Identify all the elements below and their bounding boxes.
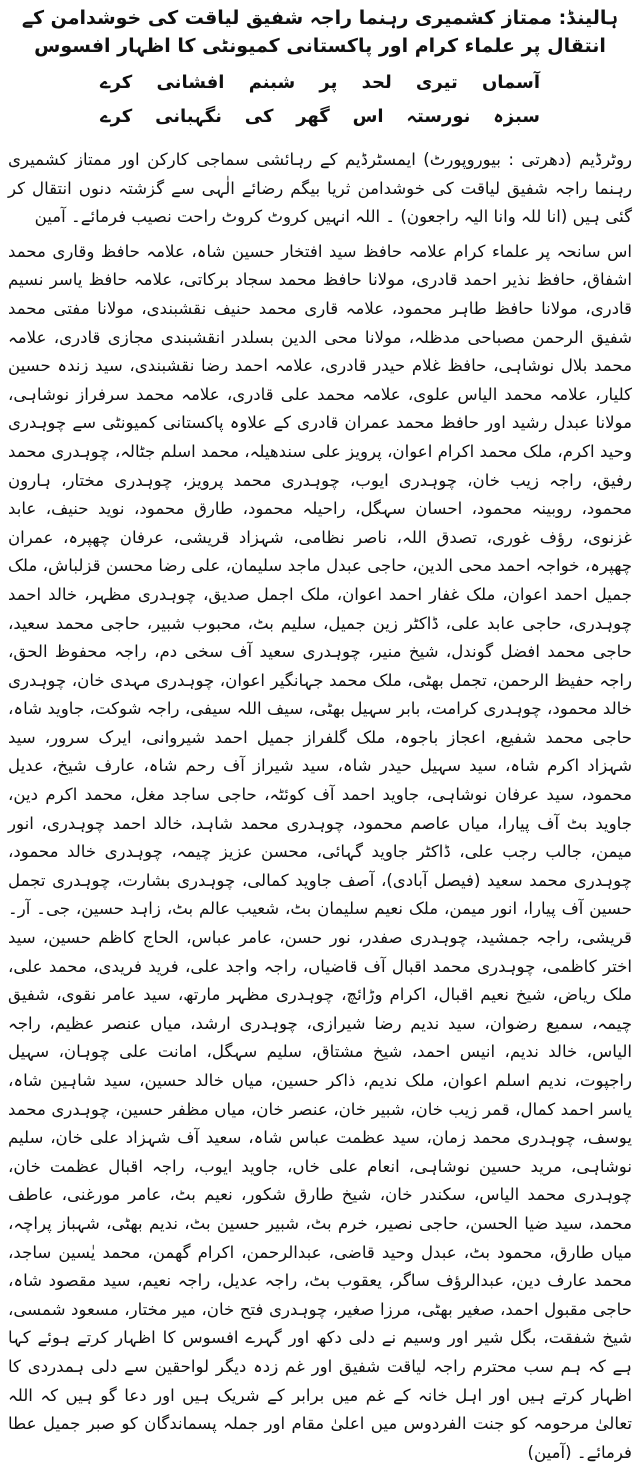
couplet xyxy=(8,66,632,134)
verse-word: کرے xyxy=(100,106,133,127)
verse-word: پر xyxy=(319,72,338,93)
verse-word: لحد xyxy=(361,72,392,93)
verse-word: آسماں xyxy=(481,72,540,93)
headline: ہالینڈ: ممتاز کشمیری رہنما راجہ شفیق لیاقت کی خوشدامن کے انتقال پر علماء کرام اور پاکستانی کمیونٹی کا اظہار افسوس xyxy=(21,7,619,57)
verse-word: سبزہ xyxy=(493,106,540,127)
verse-word: گھر xyxy=(296,106,330,127)
condolence-paragraph: اس سانحہ پر علماء کرام علامہ حافظ سید افتخار حسین شاہ، علامہ حافظ وقاری محمد اشفاق، حافظ نذیر احمد قادری، مولانا حافظ محمد سجاد برکاتی، علامہ حافظ یاسر نسیم قادری، مولانا حافظ طاہر محمود، علامہ قاری محمد حنیف نقشبندی، مولانا مفتی محمد شفیق الرحمن مصباحی مدظلہ، مولانا محی الدین بسلدر انقشبندی مجازی قادری، علامہ محمد بلال نوشاہی، حافظ غلام حیدر قادری، علامہ احمد رضا نقشبندی، سید زندہ حسین کلیار، علامہ محمد الیاس علوی، علامہ محمد علی قادری، علامہ محمد سرفراز نوشاہی، مولانا عبدل رشید اور حافظ محمد عمران قادری کے علاوہ پاکستانی کمیونٹی سے چوہدری وحید اکرم، ملک محمد اکرام اعوان، پرویز علی سندھیلہ، محمد اسلم جٹالہ، چوہدری محمد رفیق، راجہ زیب خان، چوہدری ایوب، چوہدری محمد پرویز، چوہدری مختار، ہارون محمود، روبینہ محمود، احسان سہگل، راحیلہ محمود، طارق محمود، نوید حنیف، عابد غزنوی، رؤف غوری، تصدق اللہ، ناصر نظامی، شہزاد قریشی، عرفان چھپرہ، عمران چھپرہ، خواجہ احمد محی الدین، حاجی عبدل ماجد سلیمان، علی رضا محسن قزلباش، ملک جمیل احمد اعوان، ملک غفار احمد اعوان، ملک اجمل صدیق، چوہدری مظہر، خالد احمد چوہدری، حاجی عابد علی، ڈاکٹر زین جمیل، سلیم بٹ، محبوب شبیر، حاجی محمد سعید، حاجی محمد افضل گوندل، شیخ منیر، چوہدری سعید آف سخی دم، راجہ محفوظ الحق، راجہ حفیظ الرحمن، تجمل بھٹی، ملک محمد جہانگیر اعوان، چوہدری مہدی خان، چوہدری خالد محمود، چوہدری کرامت، بابر سہیل بھٹی، سیف اللہ سیفی، راجہ شوکت، جاوید شاہ، حاجی محمد شفیع، اعجاز باجوہ، ملک گلفراز جمیل احمد شیروانی، ایرک سرور، سید شہزاد اکرم شاہ، سید سہیل حیدر شاہ، سید شیراز آف رحم شاہ، عارف شیخ، عدیل محمود، سید عرفان نوشاہی، جاوید احمد آف کوئٹہ، حاجی ساجد مغل، محمد اکرم دین، جاوید بٹ آف پیارا، میاں عاصم محمود، چوہدری محمد شاہد، خالد احمد چوہدری، انور میمن، جالب رجب علی، ڈاکٹر جاوید گہائی، محسن عزیز چیمہ، چوہدری خالد محمود، چوہدری محمد سعید (فیصل آبادی)، آصف جاوید کمالی، چوہدری بشارت، چوہدری تجمل حسین آف پیارا، انور میمن، ملک نعیم سلیمان بٹ، شعیب عالم بٹ، زاہد حسین، جی۔ آر۔ قریشی، راجہ جمشید، چوہدری صفدر، نور حسن، عامر عباس، الحاج کاظم حسین، سید اختر کاظمی، چوہدری محمد اقبال آف قاضیاں، راجہ واجد علی، فرید فریدی، محمد علی، ملک ریاض، شیخ نعیم اقبال، اکرام وڑائچ، چوہدری مظہر مارتھ، سید عامر نقوی، شفیق چیمہ، سمیع رضوان، سید ندیم رضا شیرازی، چوہدری ارشد، میاں عنصر عظیم، راجہ الیاس، خالد ندیم، انیس احمد، شیخ مشتاق، سلیم سہگل، امانت علی چوہان، سہیل راجپوت، ندیم اسلم اعوان، ملک ندیم، ذاکر حسین، میاں خالد حسین، سید شاہین شاہ، یاسر احمد کمال، قمر زیب خان، شبیر خان، عنصر خان، میاں مظفر حسین، چوہدری محمد یوسف، چوہدری محمد زمان، سید عظمت عباس شاہ، سعید آف شہزاد علی خان، سلیم نوشاہی، مرید حسین نوشاہی، انعام علی خاں، جاوید ایوب، راجہ اقبال عظمت خان، چوہدری محمد الیاس، سکندر خان، شیخ طارق شکور، نعیم بٹ، عامر مورغنی، عاطف محمد، سید ضیا الحسن، حاجی نصیر، خرم بٹ، شبیر حسین بٹ، ندیم بھٹی، شہباز پراچہ، میاں طارق، محمود بٹ، عبدل وحید قاضی، عبدالرحمن، اکرام گھمن، محمد یٰسین ساجد، محمد عارف دین، عبدالرؤف ساگر، یعقوب بٹ، راجہ عدیل، راجہ نعیم، سید مقصود شاہ، حاجی مقبول احمد، صغیر بھٹی، مرزا صغیر، چوہدری فتح خان، میر مختار، مسعود شمسی، شیخ شفقت، بگل شیر اور وسیم نے دلی دکھ اور گہرے افسوس کا اظہار کرتے ہوئے کہا ہے کہ ہم سب محترم راجہ لیاقت شفیق اور غم زدہ دیگر لواحقین سے دلی ہمدردی کا اظہار کرتے ہیں اور اہل خانہ کے غم میں برابر کے شریک ہیں اور دعا گو ہیں کہ اللہ تعالیٰ مرحومہ کو جنت الفردوس میں اعلیٰ مقام اور جملہ پسماندگان کو صبر جمیل عطا فرمائے۔ (آمین) xyxy=(8,241,632,1462)
verse-word: نورستہ xyxy=(406,106,471,127)
article-body xyxy=(8,146,632,1467)
verse-word: کی xyxy=(244,106,274,127)
verse-word: اس xyxy=(352,106,384,127)
verse-word: تیری xyxy=(415,72,458,93)
verse-word: نگہبانی xyxy=(155,106,222,127)
lead-paragraph: روٹرڈیم (دھرتی : بیوروپورٹ) ایمسٹرڈیم کے رہائشی سماجی کارکن اور ممتاز کشمیری رہنما راجہ شفیق لیاقت کی خوشدامن ثریا بیگم رضائے الٰہی سے گزشتہ دنوں انتقال کر گئی ہیں (انا للہ وانا الیہ راجعون) ۔ اللہ انہیں کروٹ کروٹ راحت نصیب فرمائے۔ آمین xyxy=(8,150,632,227)
verse-line-1 xyxy=(100,66,540,100)
verse-word: کرے xyxy=(100,72,133,93)
verse-word: افشانی xyxy=(156,72,225,93)
verse-word: شبنم xyxy=(248,72,296,93)
verse-line-2 xyxy=(100,100,540,134)
